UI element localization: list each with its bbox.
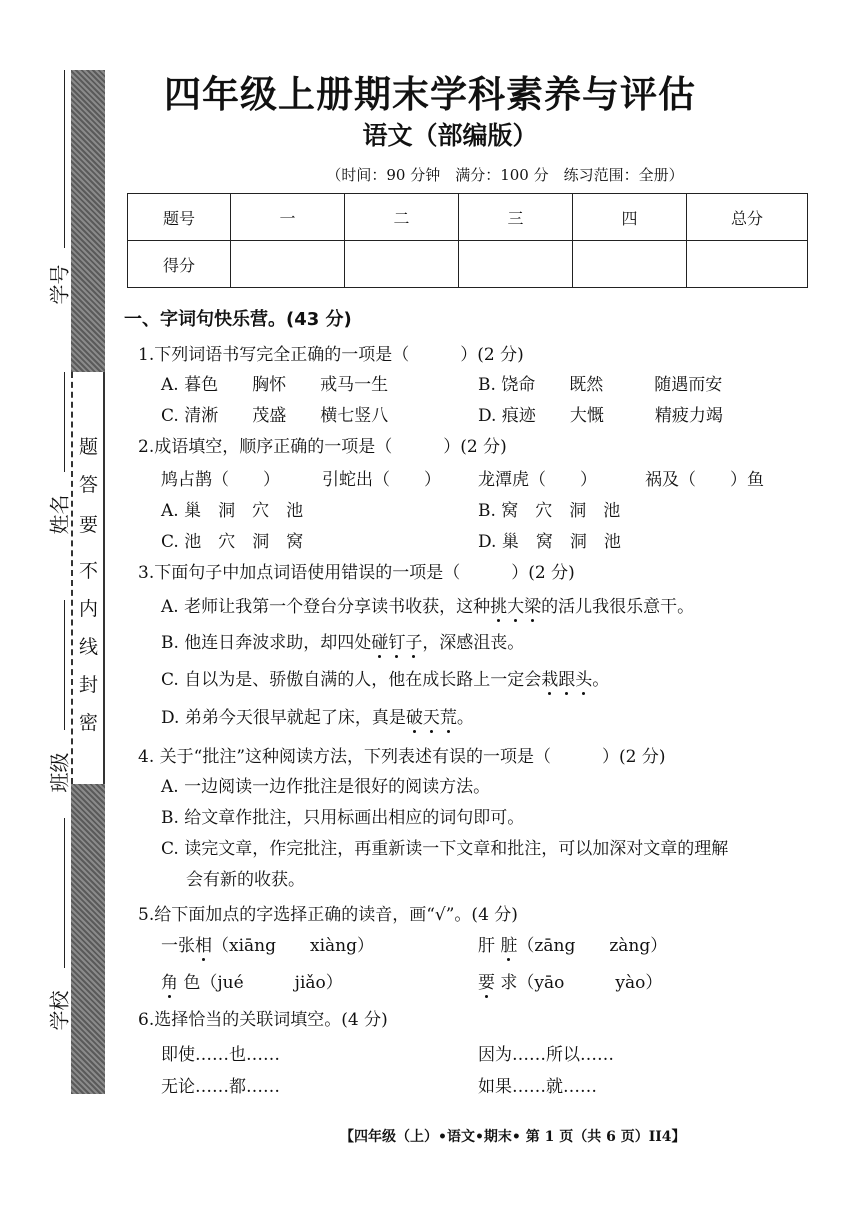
- q5-item: [478, 931, 667, 956]
- dotted-phrase: [371, 633, 422, 653]
- school-field[interactable]: [38, 818, 72, 1031]
- school-label: 学校: [47, 990, 72, 1031]
- option-text: D. 弟弟今天很早就起了床，真是: [161, 708, 406, 728]
- hatched-bar-bottom: [71, 784, 105, 1094]
- seal-char: 要: [79, 514, 99, 536]
- q4-option-c-cont: 会有新的收获。: [186, 870, 305, 890]
- score-row-label: 得分: [128, 241, 231, 288]
- option-text: C. 自以为是、骄傲自满的人，他在成长路上一定会: [161, 670, 542, 690]
- item-text: 一张: [161, 936, 195, 956]
- q2-option-b: B. 窝 穴 洞 池: [478, 501, 621, 521]
- page-subtitle: 语文（部编版）: [362, 121, 538, 150]
- seal-char: 线: [79, 636, 99, 658]
- class-field[interactable]: [38, 600, 72, 800]
- option-text: A. 老师让我第一个登台分享读书收获，这种: [161, 597, 491, 617]
- emphasis-char: 子: [405, 628, 422, 653]
- page-title: 四年级上册期末学科素养与评估: [164, 73, 696, 116]
- seal-char: 封: [79, 674, 99, 696]
- dotted-phrase: [406, 708, 457, 728]
- conjunction-pair: 即使……也……: [161, 1045, 280, 1065]
- binding-sidebar: [0, 0, 125, 1215]
- item-text: 求: [495, 973, 518, 993]
- question-1-stem: 1.下列词语书写完全正确的一项是（ ）(2 分): [138, 345, 524, 365]
- score-cell[interactable]: [459, 241, 573, 288]
- emphasis-char: 破: [406, 703, 423, 728]
- dotted-char: [478, 973, 495, 993]
- seal-char: 密: [79, 712, 99, 734]
- emphasis-char: 钉: [388, 628, 405, 653]
- q1-option-b: B. 饶命 既然 随遇而安: [478, 375, 723, 395]
- seal-char: 答: [79, 474, 99, 496]
- option-text: ，深感沮丧。: [422, 633, 525, 653]
- page-footer: 【四年级（上）•语文•期末• 第 1 页（共 6 页）II4】: [340, 1129, 686, 1145]
- q2-option-a: A. 巢 洞 穴 池: [161, 501, 304, 521]
- class-label: 班级: [47, 752, 72, 793]
- section-title: 一、字词句快乐营。(43 分): [124, 309, 352, 330]
- emphasis-char: 角: [161, 968, 178, 993]
- seal-char: 题: [79, 436, 99, 458]
- emphasis-char: 脏: [500, 931, 517, 956]
- emphasis-char: 天: [423, 703, 440, 728]
- question-2-stem: 2.成语填空，顺序正确的一项是（ ）(2 分): [138, 437, 507, 457]
- q4-option-c: C. 读完文章，作完批注，再重新读一下文章和批注，可以加深对文章的理解: [161, 839, 729, 859]
- name-label: 姓名: [47, 494, 72, 535]
- q3-option-b: [161, 628, 524, 653]
- emphasis-char: 梁: [524, 592, 541, 617]
- dotted-char: [161, 973, 178, 993]
- emphasis-char: 挑: [490, 592, 507, 617]
- pinyin-choices[interactable]: （xiāng xiàng）: [212, 936, 374, 956]
- pinyin-choices[interactable]: （zāng zàng）: [517, 936, 668, 956]
- exam-meta: （时间：90 分钟 满分：100 分 练习范围：全册）: [326, 166, 684, 184]
- emphasis-char: 要: [478, 968, 495, 993]
- q2-idiom: 龙潭虎（ ）: [478, 470, 597, 490]
- emphasis-char: 大: [507, 592, 524, 617]
- option-text: 。: [592, 670, 610, 690]
- option-text: B. 他连日奔波求助，却四处: [161, 633, 372, 653]
- option-text: 的活儿我很乐意干。: [541, 597, 695, 617]
- score-cell[interactable]: [231, 241, 345, 288]
- score-table-header-row: [128, 194, 808, 241]
- question-6-stem: 6.选择恰当的关联词填空。(4 分): [138, 1010, 388, 1030]
- q2-option-d: D. 巢 窝 洞 池: [478, 532, 621, 552]
- score-cell[interactable]: [345, 241, 459, 288]
- question-5-stem: 5.给下面加点的字选择正确的读音，画“√”。(4 分): [138, 905, 518, 925]
- emphasis-char: 碰: [371, 628, 388, 653]
- q5-item: [161, 968, 343, 993]
- table-header-cell: 题号: [128, 194, 231, 241]
- seal-char: 内: [79, 598, 99, 620]
- emphasis-char: 跟: [558, 665, 575, 690]
- pinyin-choices[interactable]: （yāo yào）: [517, 973, 663, 993]
- table-header-cell: 四: [573, 194, 687, 241]
- option-text: 。: [456, 708, 474, 728]
- q5-item: [478, 968, 662, 993]
- question-3-stem: 3.下面句子中加点词语使用错误的一项是（ ）(2 分): [138, 563, 575, 583]
- emphasis-char: 荒: [440, 703, 457, 728]
- item-text: 色: [178, 973, 201, 993]
- conjunction-pair: 无论……都……: [161, 1077, 280, 1097]
- name-field[interactable]: [38, 372, 72, 572]
- table-header-cell: 二: [345, 194, 459, 241]
- score-cell[interactable]: [573, 241, 687, 288]
- q2-option-c: C. 池 穴 洞 窝: [161, 532, 304, 552]
- q1-option-a: A. 暮色 胸怀 戒马一生: [161, 375, 389, 395]
- score-table: [127, 193, 808, 288]
- q2-idiom: 引蛇出（ ）: [322, 470, 441, 490]
- student-id-label: 学号: [47, 264, 72, 305]
- dotted-char: [195, 936, 212, 956]
- q1-option-d: D. 痕迹 大慨 精疲力竭: [478, 406, 723, 426]
- q3-option-d: [161, 703, 474, 728]
- emphasis-char: 相: [195, 931, 212, 956]
- conjunction-pair: 因为……所以……: [478, 1045, 614, 1065]
- emphasis-char: 栽: [541, 665, 558, 690]
- q4-option-b: B. 给文章作批注，只用标画出相应的词句即可。: [161, 808, 525, 828]
- q3-option-a: [161, 592, 694, 617]
- dotted-phrase: [490, 597, 541, 617]
- dotted-char: [500, 936, 517, 956]
- table-header-cell: 总分: [687, 194, 808, 241]
- score-cell[interactable]: [687, 241, 808, 288]
- item-text: 肝: [478, 936, 501, 956]
- score-table-score-row: [128, 241, 808, 288]
- pinyin-choices[interactable]: （jué jiǎo）: [200, 973, 343, 993]
- emphasis-char: 头: [575, 665, 592, 690]
- dotted-phrase: [541, 670, 592, 690]
- q2-idiom: 鸠占鹊（ ）: [161, 470, 280, 490]
- q5-item: [161, 931, 374, 956]
- question-4-stem: 4. 关于“批注”这种阅读方法，下列表述有误的一项是（ ）(2 分): [138, 747, 666, 767]
- seal-char: 不: [79, 560, 99, 582]
- q1-option-c: C. 清淅 茂盛 横七竖八: [161, 406, 389, 426]
- q2-idiom: 祸及（ ）鱼: [645, 470, 764, 490]
- conjunction-pair: 如果……就……: [478, 1077, 597, 1097]
- table-header-cell: 三: [459, 194, 573, 241]
- table-header-cell: 一: [231, 194, 345, 241]
- q3-option-c: [161, 665, 609, 690]
- q4-option-a: A. 一边阅读一边作批注是很好的阅读方法。: [161, 777, 491, 797]
